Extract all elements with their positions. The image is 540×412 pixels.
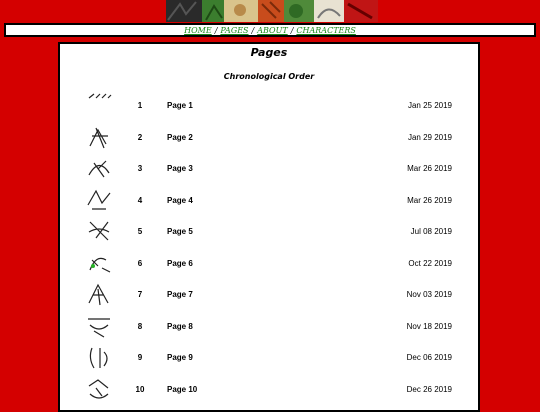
page-number: 10 [135,384,145,394]
page-row[interactable] [60,313,478,339]
page-row[interactable] [60,344,478,370]
page-thumbnail[interactable] [86,281,112,307]
page-thumbnail[interactable] [86,250,112,276]
page-thumbnail[interactable] [86,376,112,402]
page-subtitle: Chronological Order [223,72,315,81]
page-row[interactable] [60,187,478,213]
page-name-link[interactable]: Page 1 [167,101,193,110]
page-number: 9 [137,353,143,362]
page-row[interactable] [60,155,478,181]
page-number: 6 [137,258,143,268]
nav-pages-link[interactable]: PAGES [220,25,249,35]
page-number: 8 [137,321,143,331]
page-name-link[interactable]: Page 3 [167,164,193,173]
page-thumbnail[interactable] [86,155,112,181]
page-thumbnail[interactable] [86,218,112,244]
nav-about-link[interactable]: ABOUT [257,25,288,35]
page-number: 7 [137,290,143,299]
page-number: 1 [137,101,143,110]
page-thumbnail[interactable] [86,344,112,370]
page-date: Mar 26 2019 [407,164,452,173]
page-date: Jan 29 2019 [407,132,452,142]
page-row[interactable] [60,376,478,402]
nav-separator: / [251,25,255,35]
page-row[interactable] [60,218,478,244]
nav-home-link[interactable]: HOME [184,25,212,35]
page-title: Pages [250,46,288,59]
page-thumbnail[interactable] [86,92,112,118]
page-row[interactable] [60,281,478,307]
nav-separator: / [214,25,218,35]
page-date: Oct 22 2019 [408,258,452,268]
page-date: Nov 03 2019 [406,290,452,299]
page-date: Dec 06 2019 [406,353,452,362]
page-name-link[interactable]: Page 8 [167,321,193,331]
page-number: 4 [137,195,143,205]
page-name-link[interactable]: Page 4 [167,195,193,205]
page-date: Jul 08 2019 [410,227,452,236]
nav-characters-link[interactable]: CHARACTERS [296,25,356,35]
page-row[interactable] [60,124,478,150]
page-thumbnail[interactable] [86,187,112,213]
page-thumbnail[interactable] [86,313,112,339]
page-number: 2 [137,132,143,142]
site-banner[interactable] [166,0,378,22]
page-name-link[interactable]: Page 10 [167,384,198,394]
nav-separator: / [290,25,294,35]
page-name-link[interactable]: Page 7 [167,290,193,299]
page-number: 5 [137,227,143,236]
page-name-link[interactable]: Page 6 [167,258,193,268]
page-name-link[interactable]: Page 2 [167,132,193,142]
page-date: Nov 18 2019 [406,321,452,331]
page-date: Dec 26 2019 [406,384,452,394]
main-nav [4,23,536,37]
page-row[interactable] [60,92,478,118]
page-name-link[interactable]: Page 5 [167,227,193,236]
page-name-link[interactable]: Page 9 [167,353,193,362]
page-thumbnail[interactable] [86,124,112,150]
page-row[interactable] [60,250,478,276]
page-date: Jan 25 2019 [407,101,452,110]
page-date: Mar 26 2019 [407,195,452,205]
page-number: 3 [137,164,143,173]
pages-panel [58,42,480,412]
